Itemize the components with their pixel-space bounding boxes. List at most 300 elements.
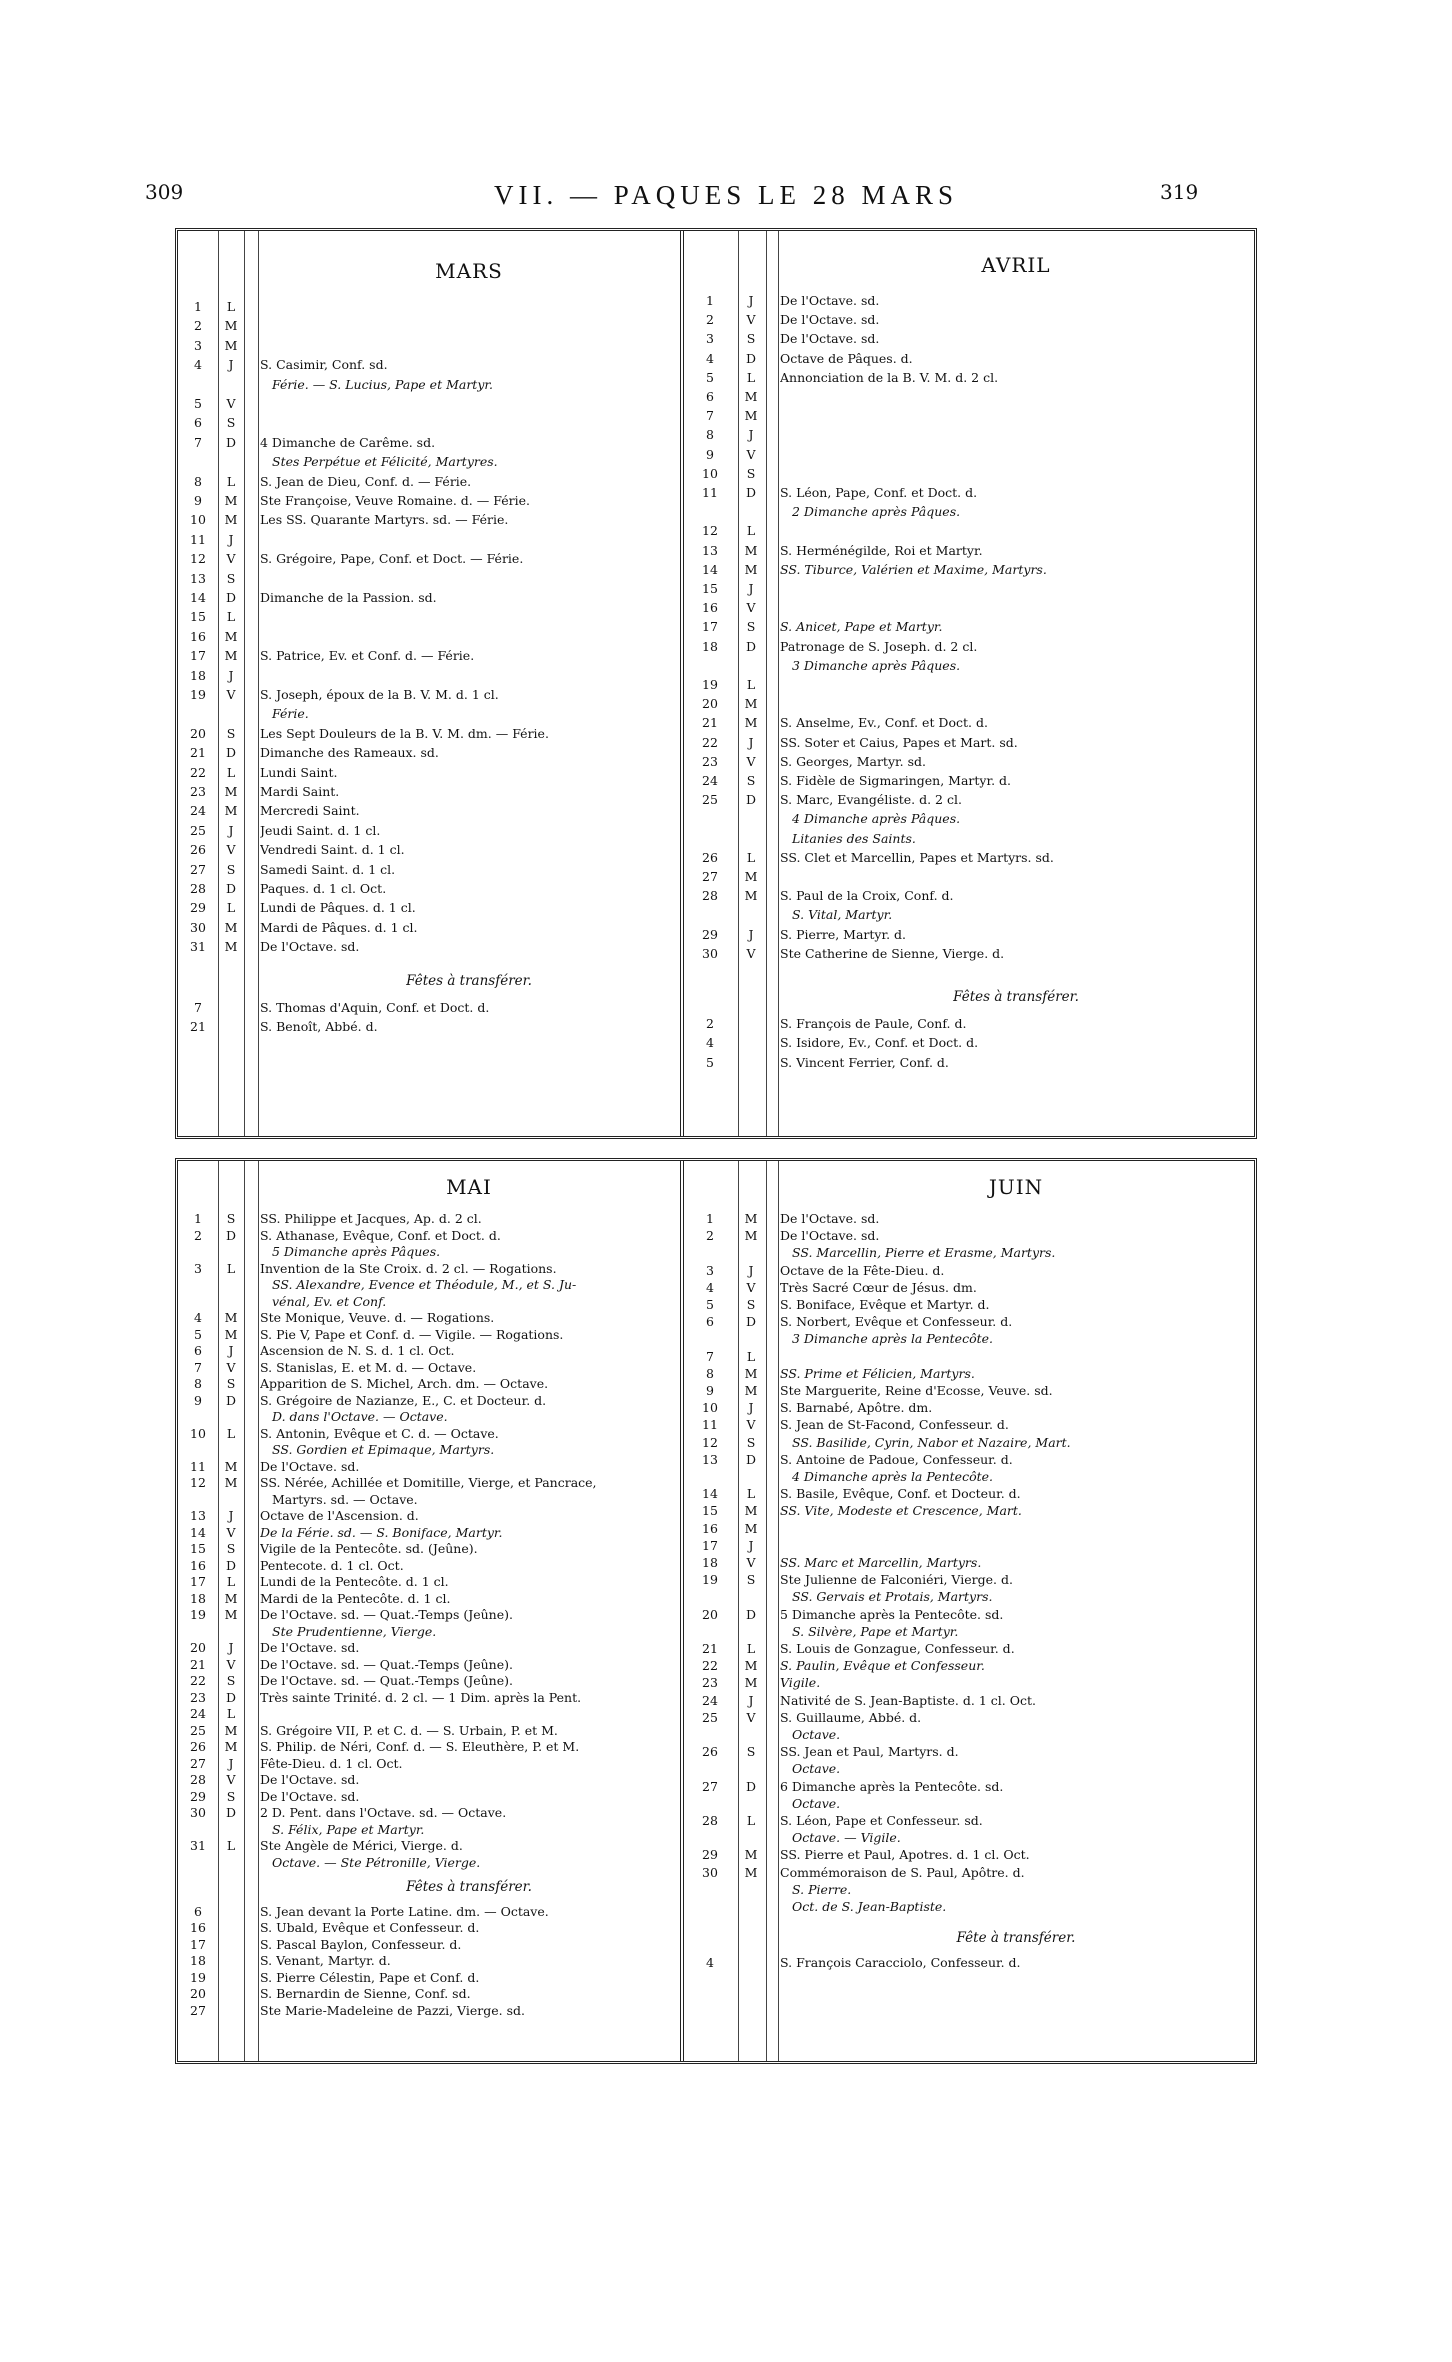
weekday-letter: S: [226, 570, 236, 586]
feast-text: 6 Dimanche après la Pentecôte. sd.: [780, 1778, 1004, 1794]
calendar-row: [686, 1400, 1254, 1416]
transfer-row: [686, 1035, 1254, 1051]
feast-text: Très Sacré Cœur de Jésus. dm.: [780, 1279, 977, 1295]
calendar-row: [686, 792, 1254, 808]
day-number: 4: [706, 1955, 714, 1971]
weekday-letter: M: [744, 696, 758, 712]
feast-text: SS. Philippe et Jacques, Ap. d. 2 cl.: [260, 1211, 482, 1226]
calendar-row: [178, 726, 680, 742]
weekday-letter: M: [744, 1847, 758, 1863]
weekday-letter: M: [224, 1326, 238, 1342]
day-number: 11: [702, 1417, 718, 1433]
page-number-left: 309: [145, 180, 184, 204]
day-number: 31: [190, 1838, 206, 1853]
weekday-letter: S: [746, 1572, 756, 1588]
day-number: 15: [190, 609, 206, 625]
day-number: 6: [194, 1343, 202, 1358]
feast-text: SS. Clet et Marcellin, Papes et Martyrs. sd.: [780, 849, 1054, 865]
weekday-letter: J: [228, 667, 234, 683]
calendar-row: [178, 377, 680, 393]
calendar-row: [686, 1555, 1254, 1571]
feast-text: Vendredi Saint. d. 1 cl.: [260, 842, 405, 858]
transfer-heading: Fête à transférer.: [956, 1930, 1076, 1947]
calendar-row: [686, 1245, 1254, 1261]
calendar-row: [178, 1360, 680, 1376]
transfer-row: [178, 1937, 680, 1953]
calendar-row: [686, 543, 1254, 559]
weekday-letter: L: [226, 900, 236, 916]
day-number: 15: [190, 1541, 206, 1556]
calendar-row: [178, 1294, 680, 1310]
feast-text: SS. Pierre et Paul, Apotres. d. 1 cl. Oct.: [780, 1847, 1030, 1863]
day-number: 12: [190, 1475, 206, 1490]
calendar-row: [178, 648, 680, 664]
calendar-row: [686, 1761, 1254, 1777]
weekday-letter: V: [746, 1555, 756, 1570]
day-number: 8: [706, 427, 714, 443]
calendar-row: [686, 351, 1254, 367]
feast-text: S. Ubald, Evêque et Confesseur. d.: [260, 1920, 480, 1935]
feast-text: S. Isidore, Ev., Conf. et Doct. d.: [780, 1035, 979, 1051]
weekday-letter: S: [226, 1541, 236, 1556]
month-juin: [686, 1161, 1254, 2061]
weekday-letter: L: [746, 849, 756, 865]
transfer-heading: Fêtes à transférer.: [406, 1879, 532, 1895]
calendar-row: [686, 696, 1254, 712]
feast-text: Ste Julienne de Falconiéri, Vierge. d.: [780, 1572, 1013, 1588]
weekday-letter: D: [745, 350, 757, 366]
calendar-row: [178, 1327, 680, 1343]
feast-text: Lundi Saint.: [260, 764, 338, 780]
weekday-letter: J: [748, 1537, 754, 1553]
weekday-letter: S: [226, 1211, 236, 1226]
feast-text: vénal, Ev. et Conf.: [272, 1293, 387, 1309]
calendar-row: [686, 1693, 1254, 1709]
weekday-letter: J: [748, 1692, 754, 1708]
weekday-letter: M: [224, 628, 238, 644]
day-number: 2: [194, 318, 202, 334]
calendar-row: [178, 1426, 680, 1442]
weekday-letter: V: [746, 1709, 756, 1725]
feast-text: SS. Tiburce, Valérien et Maxime, Martyrs.: [780, 561, 1047, 577]
day-number: 1: [194, 1211, 202, 1226]
calendar-row: [178, 1541, 680, 1557]
feast-text: Ste Marie-Madeleine de Pazzi, Vierge. sd.: [260, 2002, 525, 2018]
weekday-letter: S: [226, 725, 236, 741]
page-title: VII. — PAQUES LE 28 MARS: [493, 180, 959, 210]
day-number: 16: [190, 1920, 206, 1935]
day-number: 30: [702, 945, 718, 961]
calendar-row: [686, 715, 1254, 731]
calendar-row: [686, 1744, 1254, 1760]
calendar-row: [178, 512, 680, 528]
day-number: 7: [706, 1348, 714, 1364]
feast-text: 5 Dimanche après Pâques.: [272, 1244, 441, 1259]
calendar-row: [178, 1475, 680, 1491]
feast-text: Ste Catherine de Sienne, Vierge. d.: [780, 945, 1005, 961]
weekday-letter: M: [224, 939, 238, 955]
feast-text: De l'Octave. sd.: [260, 1772, 360, 1787]
weekday-letter: M: [224, 784, 238, 799]
day-number: 13: [190, 570, 206, 586]
calendar-row: [178, 1706, 680, 1722]
feast-text: SS. Marc et Marcellin, Martyrs.: [780, 1555, 982, 1570]
weekday-letter: V: [746, 312, 756, 328]
weekday-letter: M: [744, 1503, 758, 1519]
calendar-row: [686, 1624, 1254, 1640]
day-number: 12: [702, 523, 718, 539]
day-number: 26: [190, 1739, 206, 1754]
transfer-heading: Fêtes à transférer.: [953, 989, 1079, 1005]
feast-text: De l'Octave. sd. — Quat.-Temps (Jeûne).: [260, 1673, 513, 1688]
feast-text: S. Barnabé, Apôtre. dm.: [780, 1400, 933, 1416]
day-number: 18: [702, 638, 718, 654]
calendar-row: [686, 1366, 1254, 1382]
weekday-letter: M: [744, 561, 758, 577]
feast-text: S. Pie V, Pape et Conf. d. — Vigile. — Rogations.: [260, 1326, 564, 1342]
feast-text: Octave. — Vigile.: [792, 1830, 901, 1846]
weekday-letter: M: [224, 493, 238, 508]
day-number: 24: [190, 1706, 206, 1721]
day-number: 14: [190, 590, 206, 605]
day-number: 25: [190, 1722, 206, 1738]
calendar-row: [686, 293, 1254, 309]
calendar-row: [686, 1847, 1254, 1863]
transfer-row: [686, 1055, 1254, 1071]
weekday-letter: J: [228, 1508, 234, 1523]
day-number: 7: [194, 1359, 202, 1375]
weekday-letter: J: [228, 1755, 234, 1771]
calendar-row: [178, 1508, 680, 1524]
weekday-letter: S: [746, 1434, 756, 1450]
calendar-row: [686, 869, 1254, 885]
day-number: 20: [702, 696, 718, 712]
feast-text: S. Anicet, Pape et Martyr.: [780, 619, 943, 635]
feast-text: SS. Gervais et Protais, Martyrs.: [792, 1589, 993, 1605]
calendar-row: [178, 609, 680, 625]
weekday-letter: D: [225, 590, 237, 605]
day-number: 16: [190, 1557, 206, 1573]
day-number: 15: [702, 581, 718, 596]
feast-text: S. Stanislas, E. et M. d. — Octave.: [260, 1359, 477, 1375]
weekday-letter: M: [224, 1722, 238, 1738]
calendar-row: [178, 1591, 680, 1607]
day-number: 30: [190, 919, 206, 935]
feast-text: 4 Dimanche de Carême. sd.: [260, 434, 436, 450]
day-number: 20: [702, 1606, 718, 1622]
feast-text: Ste Angèle de Mérici, Vierge. d.: [260, 1838, 463, 1853]
day-number: 21: [190, 1019, 206, 1035]
feast-text: S. Guillaume, Abbé. d.: [780, 1709, 922, 1725]
feast-text: S. Thomas d'Aquin, Conf. et Doct. d.: [260, 1000, 490, 1015]
month-title: AVRIL: [981, 253, 1051, 277]
weekday-letter: V: [226, 551, 236, 567]
calendar-row: [178, 1855, 680, 1871]
day-number: 21: [190, 745, 206, 761]
day-number: 23: [190, 784, 206, 799]
calendar-row: [178, 1838, 680, 1854]
feast-text: SS. Gordien et Epimaque, Martyrs.: [272, 1442, 495, 1457]
weekday-letter: L: [226, 299, 236, 314]
calendar-row: [178, 1624, 680, 1640]
weekday-letter: D: [225, 1227, 237, 1243]
feast-text: De l'Octave. sd.: [260, 939, 360, 955]
day-number: 23: [702, 753, 718, 769]
day-number: 19: [702, 677, 718, 692]
feast-text: SS. Vite, Modeste et Crescence, Mart.: [780, 1503, 1022, 1519]
feast-text: S. Norbert, Evêque et Confesseur. d.: [780, 1314, 1013, 1330]
calendar-row: [178, 1558, 680, 1574]
feast-text: 2 Dimanche après Pâques.: [792, 504, 961, 520]
calendar-row: [178, 842, 680, 858]
weekday-letter: M: [744, 869, 758, 884]
day-number: 8: [706, 1365, 714, 1381]
feast-text: Mercredi Saint.: [260, 803, 360, 819]
weekday-letter: J: [748, 926, 754, 942]
calendar-row: [686, 773, 1254, 789]
day-number: 18: [190, 1590, 206, 1606]
weekday-letter: L: [226, 609, 236, 625]
month-mars: [178, 231, 680, 1136]
calendar-row: [178, 1261, 680, 1277]
day-number: 22: [190, 764, 206, 780]
calendar-row: [686, 1469, 1254, 1485]
weekday-letter: J: [228, 1343, 234, 1358]
day-number: 23: [190, 1689, 206, 1705]
calendar-row: [686, 1263, 1254, 1279]
calendar-row: [686, 427, 1254, 443]
page-number-right: 319: [1160, 180, 1199, 204]
weekday-letter: L: [226, 1260, 236, 1276]
transfer-row: [178, 1019, 680, 1035]
feast-text: Nativité de S. Jean-Baptiste. d. 1 cl. Oct.: [780, 1692, 1036, 1708]
day-number: 9: [706, 1383, 714, 1398]
weekday-letter: S: [746, 773, 756, 788]
calendar-row: [178, 1640, 680, 1656]
feast-text: Lundi de la Pentecôte. d. 1 cl.: [260, 1574, 449, 1589]
weekday-letter: M: [224, 1590, 238, 1606]
calendar-row: [178, 1789, 680, 1805]
day-number: 30: [702, 1864, 718, 1880]
calendar-row: [178, 687, 680, 703]
weekday-letter: M: [744, 715, 758, 731]
day-number: 28: [190, 1772, 206, 1787]
day-number: 18: [702, 1555, 718, 1570]
weekday-letter: S: [226, 415, 236, 431]
calendar-row: [686, 1830, 1254, 1846]
day-number: 4: [194, 357, 202, 373]
feast-text: SS. Basilide, Cyrin, Nabor et Nazaire, Mart.: [792, 1434, 1071, 1450]
day-number: 4: [194, 1310, 202, 1325]
calendar-row: [686, 1658, 1254, 1674]
weekday-letter: D: [225, 1689, 237, 1705]
feast-text: Patronage de S. Joseph. d. 2 cl.: [780, 638, 978, 654]
calendar-row: [178, 1228, 680, 1244]
feast-text: 5 Dimanche après la Pentecôte. sd.: [780, 1606, 1004, 1622]
feast-text: De la Férie. sd. — S. Boniface, Martyr.: [260, 1524, 503, 1540]
day-number: 27: [702, 1778, 718, 1794]
day-number: 29: [190, 900, 206, 916]
calendar-row: [686, 1675, 1254, 1691]
weekday-letter: D: [225, 1392, 237, 1408]
calendar-row: [178, 1409, 680, 1425]
calendar-row: [178, 900, 680, 916]
feast-text: S. Silvère, Pape et Martyr.: [792, 1623, 959, 1639]
calendar-row: [178, 1690, 680, 1706]
feast-text: 4 Dimanche après Pâques.: [792, 811, 961, 827]
feast-text: Invention de la Ste Croix. d. 2 cl. — Rogations.: [260, 1260, 557, 1276]
weekday-letter: M: [224, 1310, 238, 1325]
calendar-row: [178, 745, 680, 761]
feast-text: S. Jean de St-Facond, Confesseur. d.: [780, 1417, 1009, 1433]
day-number: 18: [190, 667, 206, 683]
transfer-row: [686, 1016, 1254, 1032]
calendar-row: [178, 862, 680, 878]
feast-text: Fête-Dieu. d. 1 cl. Oct.: [260, 1755, 403, 1771]
calendar-row: [686, 1383, 1254, 1399]
weekday-letter: M: [224, 318, 238, 334]
weekday-letter: S: [226, 861, 236, 877]
calendar-row: [686, 1297, 1254, 1313]
feast-text: SS. Nérée, Achillée et Domitille, Vierge, et Pancrace,: [260, 1475, 597, 1490]
weekday-letter: S: [226, 1673, 236, 1688]
weekday-letter: S: [746, 1744, 756, 1760]
feast-text: SS. Soter et Caius, Papes et Mart. sd.: [780, 734, 1018, 750]
feast-text: Ste Françoise, Veuve Romaine. d. — Férie.: [260, 493, 530, 508]
day-number: 23: [702, 1675, 718, 1691]
calendar-block-top: [175, 228, 1257, 1139]
day-number: 7: [194, 1000, 202, 1015]
day-number: 12: [702, 1434, 718, 1450]
calendar-row: [686, 1228, 1254, 1244]
weekday-letter: M: [224, 1475, 238, 1490]
calendar-row: [686, 1813, 1254, 1829]
day-number: 10: [190, 1425, 206, 1441]
day-number: 19: [702, 1572, 718, 1588]
weekday-letter: L: [746, 369, 756, 385]
weekday-letter: D: [225, 881, 237, 896]
weekday-letter: J: [228, 822, 234, 838]
calendar-row: [178, 939, 680, 955]
weekday-letter: D: [225, 1557, 237, 1573]
feast-text: Martyrs. sd. — Octave.: [272, 1491, 418, 1507]
transfer-row: [178, 1000, 680, 1016]
calendar-row: [686, 946, 1254, 962]
day-number: 10: [190, 512, 206, 528]
day-number: 17: [702, 619, 718, 635]
feast-text: S. Léon, Pape, Conf. et Doct. d.: [780, 485, 978, 500]
weekday-letter: L: [746, 1813, 756, 1828]
calendar-row: [178, 920, 680, 936]
weekday-letter: D: [745, 1778, 757, 1794]
weekday-letter: V: [746, 753, 756, 769]
feast-text: S. Herménégilde, Roi et Martyr.: [780, 542, 983, 558]
feast-text: S. Bernardin de Sienne, Conf. sd.: [260, 1986, 471, 2001]
day-number: 24: [190, 803, 206, 819]
feast-text: SS. Jean et Paul, Martyrs. d.: [780, 1744, 959, 1760]
calendar-row: [178, 1756, 680, 1772]
feast-text: S. Vincent Ferrier, Conf. d.: [780, 1054, 949, 1070]
feast-text: Les Sept Douleurs de la B. V. M. dm. — Férie.: [260, 725, 549, 741]
feast-text: Mardi Saint.: [260, 784, 340, 799]
feast-text: Annonciation de la B. V. M. d. 2 cl.: [780, 369, 999, 385]
weekday-letter: L: [746, 1641, 756, 1656]
day-number: 5: [194, 396, 202, 411]
day-number: 6: [194, 415, 202, 431]
feast-text: S. Grégoire de Nazianze, E., C. et Docteur. d.: [260, 1392, 547, 1408]
calendar-row: [686, 1607, 1254, 1623]
calendar-row: [686, 754, 1254, 770]
feast-text: Très sainte Trinité. d. 2 cl. — 1 Dim. après la Pent.: [260, 1689, 582, 1705]
calendar-row: [178, 765, 680, 781]
calendar-row: [686, 927, 1254, 943]
calendar-row: [178, 493, 680, 509]
feast-text: Ste Prudentienne, Vierge.: [272, 1623, 437, 1639]
weekday-letter: J: [748, 293, 754, 308]
calendar-row: [686, 1899, 1254, 1915]
calendar-row: [686, 331, 1254, 347]
day-number: 2: [706, 1016, 714, 1032]
feast-text: Mardi de Pâques. d. 1 cl.: [260, 919, 418, 935]
transfer-row: [178, 1953, 680, 1969]
weekday-letter: M: [224, 1458, 238, 1474]
weekday-letter: L: [226, 473, 236, 489]
day-number: 21: [702, 715, 718, 731]
calendar-row: [686, 850, 1254, 866]
calendar-row: [178, 454, 680, 470]
day-number: 3: [706, 1262, 714, 1278]
weekday-letter: M: [224, 919, 238, 935]
feast-text: S. Benoît, Abbé. d.: [260, 1019, 378, 1035]
feast-text: S. Paul de la Croix, Conf. d.: [780, 888, 954, 904]
calendar-row: [178, 1244, 680, 1260]
feast-text: S. Jean devant la Porte Latine. dm. — Octave.: [260, 1903, 549, 1919]
calendar-row: [178, 415, 680, 431]
feast-text: S. Anselme, Ev., Conf. et Doct. d.: [780, 715, 988, 731]
weekday-letter: J: [228, 357, 234, 373]
feast-text: S. Pierre, Martyr. d.: [780, 926, 907, 942]
day-number: 3: [194, 1260, 202, 1276]
day-number: 25: [702, 1709, 718, 1725]
day-number: 2: [706, 312, 714, 328]
feast-text: Apparition de S. Michel, Arch. dm. — Octave.: [260, 1376, 549, 1391]
weekday-letter: S: [746, 1297, 756, 1312]
day-number: 1: [706, 1211, 714, 1226]
weekday-letter: D: [225, 1805, 237, 1820]
feast-text: De l'Octave. sd.: [780, 312, 880, 328]
weekday-letter: M: [744, 1864, 758, 1880]
day-number: 9: [706, 446, 714, 462]
day-number: 1: [194, 299, 202, 314]
feast-text: Octave.: [792, 1761, 841, 1777]
feast-text: Ste Monique, Veuve. d. — Rogations.: [260, 1310, 495, 1325]
day-number: 10: [702, 465, 718, 481]
feast-text: Samedi Saint. d. 1 cl.: [260, 861, 396, 877]
feast-text: 3 Dimanche après Pâques.: [792, 657, 961, 673]
calendar-row: [686, 1538, 1254, 1554]
calendar-row: [686, 735, 1254, 751]
feast-text: Octave de l'Ascension. d.: [260, 1508, 419, 1523]
weekday-letter: M: [744, 1365, 758, 1381]
transfer-row: [178, 1986, 680, 2002]
month-title: MAI: [446, 1175, 492, 1199]
day-number: 4: [706, 1279, 714, 1295]
weekday-letter: D: [745, 1606, 757, 1622]
weekday-letter: M: [744, 1658, 758, 1674]
calendar-row: [686, 581, 1254, 597]
day-number: 6: [706, 389, 714, 404]
calendar-row: [178, 668, 680, 684]
